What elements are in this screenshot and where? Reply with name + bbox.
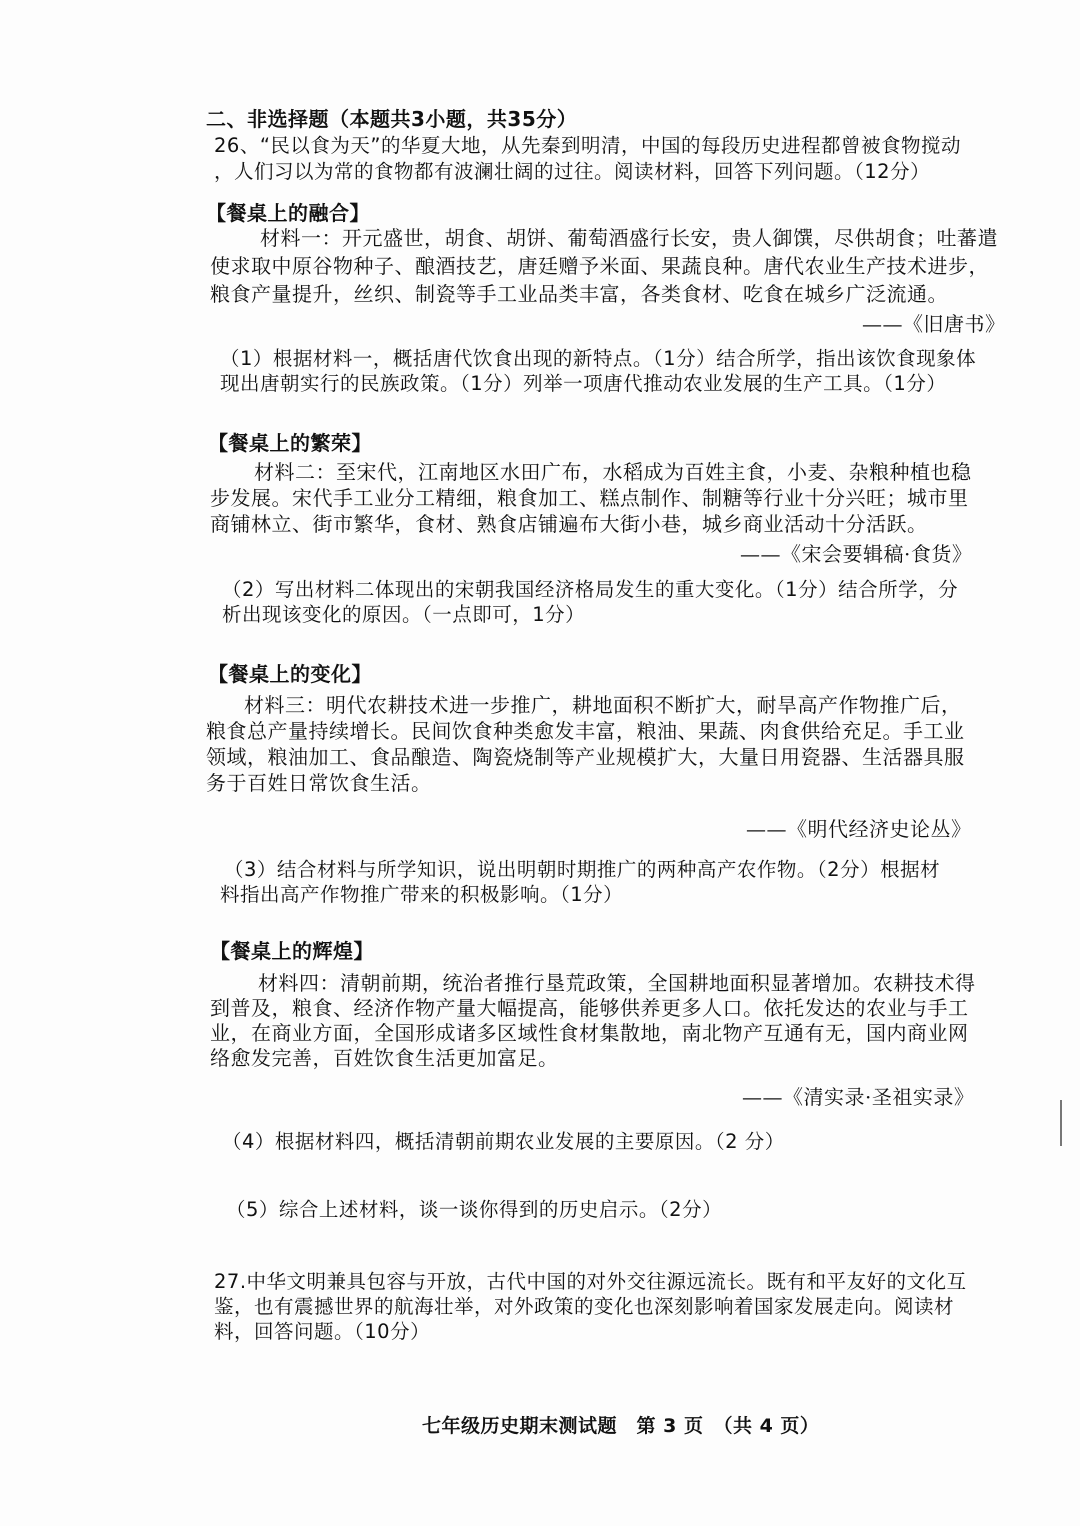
part4-material-line: 业，在商业方面，全国形成诸多区域性食材集散地，南北物产互通有无，国内商业网 (210, 1021, 969, 1045)
section-header: 二、非选择题（本题共3小题，共35分） (206, 107, 578, 131)
part3-source: ——《明代经济史论丛》 (746, 817, 972, 841)
part1-source: ——《旧唐书》 (862, 312, 1006, 336)
question-27-line3: 料，回答问题。（10分） (214, 1320, 431, 1343)
question-26-intro-line2: ，人们习以为常的食物都有波澜壮阔的过往。阅读材料，回答下列问题。（12分） (214, 160, 931, 183)
part4-material-line: 络愈发完善，百姓饮食生活更加富足。 (210, 1046, 559, 1070)
page-footer: 七年级历史期末测试题 第 3 页 （共 4 页） (422, 1415, 820, 1437)
part2-material-line: 材料二：至宋代，江南地区水田广布，水稻成为百姓主食，小麦、杂粮种植也稳 (254, 460, 972, 484)
question-26-2-line2: 析出现该变化的原因。（一点即可，1分） (222, 603, 586, 626)
part1-material-line: 粮食产量提升，丝织、制瓷等手工业品类丰富，各类食材、吃食在城乡广泛流通。 (210, 282, 948, 306)
question-26-intro-line1: 26、“民以食为天”的华夏大地，从先秦到明清，中国的每段历史进程都曾被食物搅动 (214, 134, 962, 157)
part1-material-line: 材料一：开元盛世，胡食、胡饼、葡萄酒盛行长安，贵人御馔，尽供胡食；吐蕃遣 (260, 226, 998, 250)
part2-material-line: 商铺林立、街市繁华，食材、熟食店铺遍布大街小巷，城乡商业活动十分活跃。 (210, 512, 928, 536)
part4-source: ——《清实录·圣祖实录》 (742, 1085, 975, 1109)
question-26-4: （4）根据材料四，概括清朝前期农业发展的主要原因。（2 分） (222, 1130, 785, 1153)
question-26-1-line2: 现出唐朝实行的民族政策。（1分）列举一项唐代推动农业发展的生产工具。（1分） (220, 372, 947, 395)
part3-material-line: 务于百姓日常饮食生活。 (206, 771, 432, 795)
question-26-3-line2: 料指出高产作物推广带来的积极影响。（1分） (220, 883, 624, 906)
part1-heading: 【餐桌上的融合】 (206, 201, 370, 225)
part2-material-line: 步发展。宋代手工业分工精细，粮食加工、糕点制作、制糖等行业十分兴旺；城市里 (210, 486, 969, 510)
part3-heading: 【餐桌上的变化】 (208, 662, 372, 686)
part4-material-line: 材料四：清朝前期，统治者推行垦荒政策，全国耕地面积显著增加。农耕技术得 (258, 971, 976, 995)
part4-material-line: 到普及，粮食、经济作物产量大幅提高，能够供养更多人口。依托发达的农业与手工 (210, 996, 969, 1020)
question-26-5: （5）综合上述材料，谈一谈你得到的历史启示。（2分） (226, 1198, 723, 1221)
scan-edge-mark (1060, 1100, 1062, 1146)
question-26-2-line1: （2）写出材料二体现出的宋朝我国经济格局发生的重大变化。（1分）结合所学，分 (222, 578, 959, 601)
part3-material-line: 领域，粮油加工、食品酿造、陶瓷烧制等产业规模扩大，大量日用瓷器、生活器具服 (206, 745, 965, 769)
part3-material-line: 粮食总产量持续增长。民间饮食种类愈发丰富，粮油、果蔬、肉食供给充足。手工业 (206, 719, 965, 743)
question-27-line1: 27.中华文明兼具包容与开放，古代中国的对外交往源远流长。既有和平友好的文化互 (214, 1270, 967, 1293)
question-26-1-line1: （1）根据材料一，概括唐代饮食出现的新特点。（1分）结合所学，指出该饮食现象体 (220, 347, 977, 370)
question-27-line2: 鉴，也有震撼世界的航海壮举，对外政策的变化也深刻影响着国家发展走向。阅读材 (214, 1295, 955, 1318)
part2-source: ——《宋会要辑稿·食货》 (740, 542, 973, 566)
part1-material-line: 使求取中原谷物种子、酿酒技艺，唐廷赠予米面、果蔬良种。唐代农业生产技术进步， (210, 254, 989, 278)
part3-material-line: 材料三：明代农耕技术进一步推广，耕地面积不断扩大，耐旱高产作物推广后， (244, 693, 962, 717)
part4-heading: 【餐桌上的辉煌】 (210, 939, 374, 963)
question-26-3-line1: （3）结合材料与所学知识，说出明朝时期推广的两种高产农作物。（2分）根据材 (224, 858, 941, 881)
part2-heading: 【餐桌上的繁荣】 (208, 431, 372, 455)
